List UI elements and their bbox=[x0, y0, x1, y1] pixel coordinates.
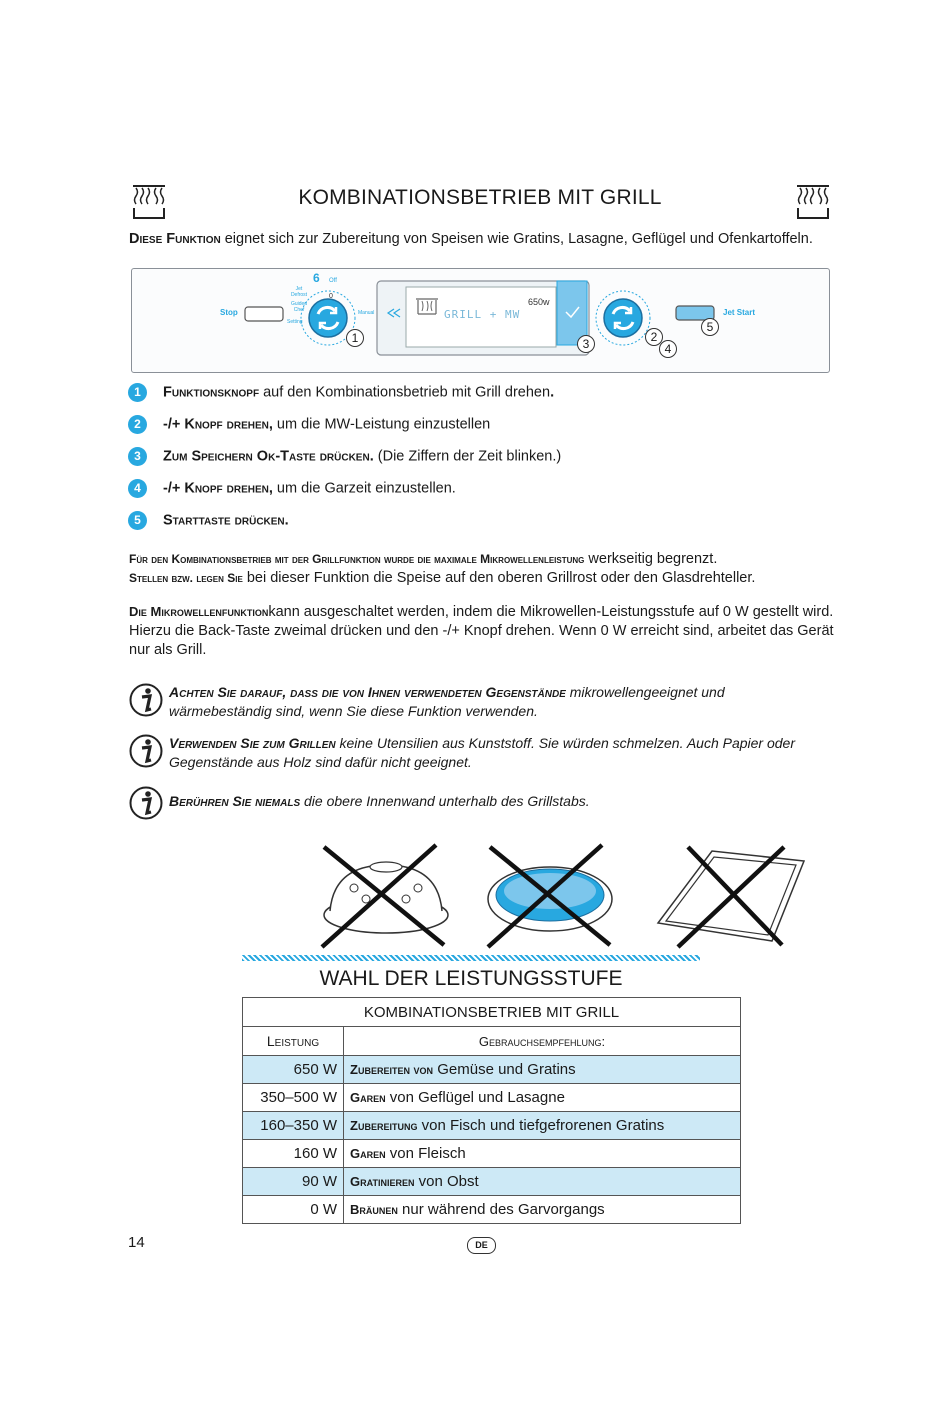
power-cell: 650 W bbox=[243, 1056, 344, 1084]
step-number: 4 bbox=[128, 479, 147, 498]
step-4: 4 -/+ Knopf drehen, um die Garzeit einzustellen. bbox=[128, 479, 456, 498]
column-header-usage: Gebrauchsempfehlung: bbox=[344, 1027, 741, 1056]
dial-jetdefrost: Jet Defrost bbox=[290, 286, 308, 298]
plus-minus-knob bbox=[604, 299, 642, 337]
info-icon bbox=[129, 786, 163, 820]
page-number: 14 bbox=[128, 1234, 145, 1251]
section-title: WAHL DER LEISTUNGSSTUFE bbox=[319, 967, 623, 990]
dial-six: 6 bbox=[313, 271, 320, 285]
callout-1: 1 bbox=[346, 329, 364, 347]
intro-body: eignet sich zur Zubereitung von Speisen wie Gratins, Lasagne, Geflügel und Ofenkartoffeln. bbox=[220, 231, 813, 247]
usage-cell: Garen von Fleisch bbox=[344, 1140, 741, 1168]
table-row bbox=[243, 1084, 741, 1112]
info-note-1: Achten Sie darauf, dass die von Ihnen verwendeten Gegenstände mikrowellengeeignet und wärmebeständig sind, wenn Sie diese Funktion verwenden. bbox=[129, 683, 829, 723]
glass-dome-icon bbox=[318, 843, 454, 949]
step-5: 5 Starttaste drücken. bbox=[128, 511, 289, 530]
power-cell: 0 W bbox=[243, 1196, 344, 1224]
callout-4: 4 bbox=[659, 340, 677, 358]
table-row bbox=[243, 1112, 741, 1140]
glass-plate-icon bbox=[484, 843, 616, 949]
paragraph-microwave-off: Die Mikrowellenfunktionkann ausgeschaltet werden, indem die Mikrowellen-Leistungsstufe auf 0 W gestellt wird. Hierzu die Back-Taste zweimal drücken und den -/+ Knopf drehen. Wenn 0 W erreicht sind, arbeitet das Gerät nur als Grill. bbox=[129, 604, 834, 658]
language-badge: DE bbox=[467, 1237, 496, 1254]
stop-label: Stop bbox=[220, 308, 238, 317]
usage-cell: Garen von Geflügel und Lasagne bbox=[344, 1084, 741, 1112]
callout-3: 3 bbox=[577, 335, 595, 353]
dial-guidedchef: Guided Chef bbox=[290, 301, 308, 313]
step-number: 3 bbox=[128, 447, 147, 466]
table-caption-row bbox=[243, 998, 741, 1027]
baking-tray-icon bbox=[652, 843, 808, 949]
step-1: 1 Funktionsknopf auf den Kombinationsbetrieb mit Grill drehen. bbox=[128, 383, 554, 402]
table-row bbox=[243, 1196, 741, 1224]
intro-lead: Diese Funktion bbox=[129, 231, 221, 247]
dial-setting: Setting bbox=[287, 319, 303, 325]
usage-cell: Zubereiten von Gemüse und Gratins bbox=[344, 1056, 741, 1084]
power-cell: 350–500 W bbox=[243, 1084, 344, 1112]
callout-5: 5 bbox=[701, 318, 719, 336]
paragraph-grill-limit: Für den Kombinationsbetrieb mit der Grillfunktion wurde die maximale Mikrowellenleistung werkseitig begrenzt. Stellen bzw. legen Sie bei dieser Funktion die Speise auf den oberen Grillrost oder den Glasdrehteller. bbox=[129, 551, 756, 586]
info-note-2: Verwenden Sie zum Grillen keine Utensilien aus Kunststoff. Sie würden schmelzen. Auch Papier oder Gegenstände aus Holz sind dafür nicht geeignet. bbox=[129, 734, 829, 774]
usage-cell: Zubereitung von Fisch und tiefgefrorenen Gratins bbox=[344, 1112, 741, 1140]
column-header-power: Leistung bbox=[243, 1027, 344, 1056]
usage-cell: Gratinieren von Obst bbox=[344, 1168, 741, 1196]
info-icon bbox=[129, 734, 163, 768]
display-text: GRILL + MW bbox=[444, 308, 521, 321]
step-number: 2 bbox=[128, 415, 147, 434]
intro-text bbox=[129, 231, 813, 247]
stop-button-shape bbox=[245, 307, 283, 321]
step-3: 3 Zum Speichern Ok-Taste drücken. (Die Ziffern der Zeit blinken.) bbox=[128, 447, 561, 466]
usage-cell: Bräunen nur während des Garvorgangs bbox=[344, 1196, 741, 1224]
callout-2: 2 bbox=[645, 328, 663, 346]
power-level-table bbox=[242, 997, 741, 1224]
table-row bbox=[243, 1140, 741, 1168]
step-2: 2 -/+ Knopf drehen, um die MW-Leistung einzustellen bbox=[128, 415, 490, 434]
section-divider bbox=[242, 955, 700, 961]
table-row bbox=[243, 1056, 741, 1084]
display-power: 650w bbox=[528, 297, 550, 307]
dial-manual: Manual bbox=[358, 310, 375, 316]
step-number: 1 bbox=[128, 383, 147, 402]
function-knob bbox=[309, 299, 347, 337]
info-icon bbox=[129, 683, 163, 717]
power-cell: 160–350 W bbox=[243, 1112, 344, 1140]
jetstart-label: Jet Start bbox=[723, 308, 756, 317]
table-row bbox=[243, 1168, 741, 1196]
page-title: KOMBINATIONSBETRIEB MIT GRILL bbox=[298, 186, 662, 209]
power-cell: 90 W bbox=[243, 1168, 344, 1196]
table-header-row bbox=[243, 1027, 741, 1056]
control-panel-illustration bbox=[131, 268, 830, 373]
dial-zero: 0 bbox=[329, 293, 333, 300]
table-caption: KOMBINATIONSBETRIEB MIT GRILL bbox=[243, 998, 741, 1027]
info-note-3: Berühren Sie niemals die obere Innenwand unterhalb des Grillstabs. bbox=[129, 786, 829, 822]
dial-off: Off bbox=[329, 278, 337, 284]
step-number: 5 bbox=[128, 511, 147, 530]
power-cell: 160 W bbox=[243, 1140, 344, 1168]
